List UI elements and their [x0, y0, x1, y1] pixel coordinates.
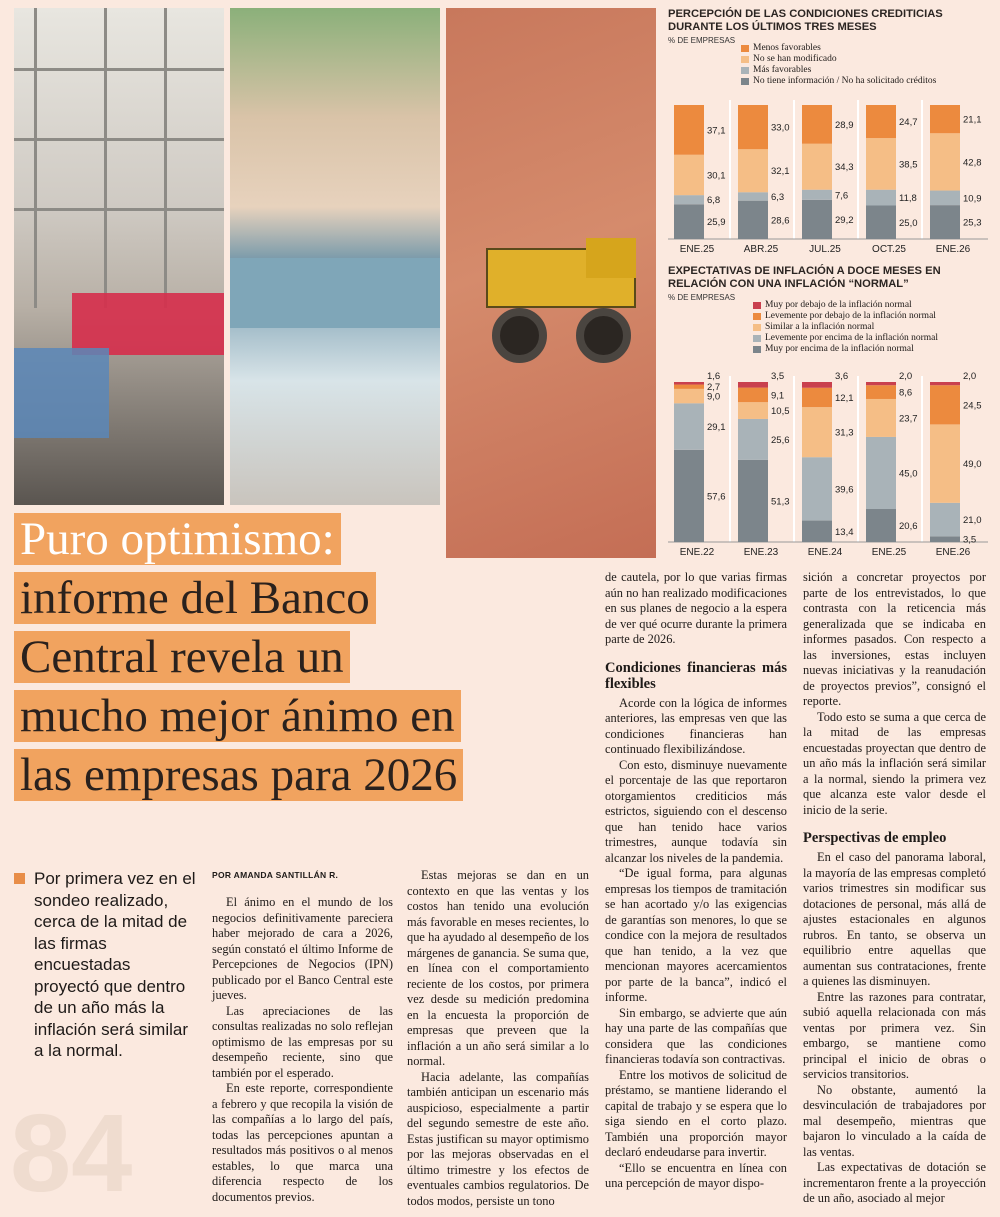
chart-subtitle: % DE EMPRESAS — [668, 293, 736, 302]
data-label: 21,1 — [963, 114, 982, 126]
headline-line-5: las empresas para 2026 — [14, 749, 463, 801]
headline — [14, 510, 589, 805]
data-label: 11,8 — [899, 193, 917, 205]
paragraph: No obstante, aumentó la desvinculación de trabajadores por mal desempeño, mientras que bajaron lo vinculado a la caída de las ventas. — [803, 1082, 986, 1159]
inflation-expectations-chart — [668, 265, 986, 302]
x-tick-label: ENE.26 — [935, 547, 971, 558]
paragraph: “De igual forma, para algunas empresas los tiempos de tramitación se han acortado y/o las exigencias de garantías son menores, lo que se condice con la mejora de resultados que han tenido, a la vez que mencionan mayores acercamientos por parte de la banca”, indicó el informe. — [605, 866, 787, 1004]
legend-item — [753, 333, 938, 344]
data-label: 57,6 — [707, 491, 726, 503]
chart-title: EXPECTATIVAS DE INFLACIÓN A DOCE MESES EN RELACIÓN CON UNA INFLACIÓN “NORMAL” — [668, 265, 941, 290]
data-label: 24,5 — [963, 400, 982, 412]
summary-text: Por primera vez en el sondeo realizado, cerca de la mitad de las firmas encuestadas proyectó que dentro de un año más la inflación será similar a la normal. — [34, 869, 196, 1060]
legend-swatch — [741, 78, 749, 85]
legend-swatch — [741, 56, 749, 63]
article-column-1 — [212, 895, 393, 1205]
data-label: 39,6 — [835, 484, 854, 496]
legend-item — [753, 311, 938, 322]
data-label: 51,3 — [771, 496, 790, 508]
bar-segment — [802, 457, 832, 520]
data-label: 2,0 — [963, 372, 977, 382]
bar-segment — [738, 149, 768, 192]
bar-segment — [866, 509, 896, 542]
bar-segment — [738, 419, 768, 460]
bar-segment — [674, 195, 704, 204]
x-tick-label: ABR.25 — [743, 244, 779, 255]
legend-label: No se han modificado — [753, 54, 837, 64]
bar-segment — [674, 155, 704, 195]
data-label: 20,6 — [899, 521, 918, 533]
bar-segment — [930, 382, 960, 385]
bar-segment — [802, 200, 832, 239]
data-label: 9,1 — [771, 390, 785, 402]
bar-segment — [866, 206, 896, 240]
legend-swatch — [741, 45, 749, 52]
paragraph: de cautela, por lo que varias firmas aún no han realizado modificaciones en sus planes de negocio a la espera de ver qué ocurre durante la primera parte de 2026. — [605, 570, 787, 646]
data-label: 37,1 — [707, 125, 726, 137]
bar-segment — [802, 382, 832, 388]
paragraph: Las apreciaciones de las consultas realizadas no solo reflejan optimismo de las empresas por su desempeño reciente, sino que también por el esperado. — [212, 1003, 393, 1080]
paragraph: Acorde con la lógica de informes anteriores, las empresas ven que las condiciones financieras han continuado flexibilizándose. — [605, 695, 787, 756]
paragraph: Las expectativas de dotación se incrementaron frente a la proyección de un año, asociado al mejor — [803, 1160, 986, 1205]
bar-segment — [866, 190, 896, 206]
data-label: 33,0 — [771, 122, 790, 134]
chart-title: PERCEPCIÓN DE LAS CONDICIONES CREDITICIAS DURANTE LOS ÚLTIMOS TRES MESES — [668, 8, 943, 33]
bar-segment — [738, 402, 768, 419]
bar-segment — [802, 144, 832, 190]
data-label: 3,6 — [835, 372, 849, 382]
bar-segment — [866, 105, 896, 138]
data-label: 7,6 — [835, 190, 849, 202]
bar-segment — [738, 192, 768, 200]
mining-truck-photo — [446, 8, 656, 558]
data-label: 23,7 — [899, 413, 918, 425]
construction-photo — [14, 8, 224, 505]
beach-photo — [230, 8, 440, 505]
bar-segment — [930, 385, 960, 424]
data-label: 3,5 — [771, 372, 785, 382]
bar-segment — [930, 191, 960, 206]
data-label: 24,7 — [899, 117, 918, 129]
data-label: 38,5 — [899, 159, 918, 171]
legend-label: Más favorables — [753, 65, 812, 75]
section-heading: Perspectivas de empleo — [803, 830, 947, 846]
chart-legend — [741, 43, 936, 87]
data-label: 49,0 — [963, 459, 982, 471]
data-label: 25,3 — [963, 217, 982, 229]
data-label: 6,3 — [771, 191, 785, 203]
headline-line-3: Central revela un — [14, 631, 350, 683]
bar-segment — [802, 105, 832, 144]
data-label: 29,1 — [707, 422, 726, 434]
data-label: 6,8 — [707, 195, 721, 207]
bar-segment — [674, 105, 704, 155]
chart-legend — [753, 300, 938, 355]
bar-segment — [866, 385, 896, 399]
data-label: 2,0 — [899, 372, 913, 382]
data-label: 3,5 — [963, 534, 977, 546]
x-tick-label: ENE.25 — [679, 244, 715, 255]
paragraph: “Ello se encuentra en línea con una percepción de mayor dispo- — [605, 1160, 787, 1190]
paragraph: sición a concretar proyectos por parte de los entrevistados, lo que contrasta con la reticencia más generalizada que se indicaba en informes pasados. Con respecto a las inversiones, estas incluyen nuevas iniciativas y la reanudación de proyectos previos”, consignó el reporte. — [803, 570, 986, 708]
bar-segment — [738, 460, 768, 542]
legend-label: Muy por encima de la inflación normal — [765, 344, 914, 354]
bar-segment — [930, 133, 960, 190]
data-label: 12,1 — [835, 392, 854, 404]
data-label: 25,9 — [707, 217, 726, 229]
x-tick-label: ENE.26 — [935, 244, 971, 255]
bar-segment — [674, 204, 704, 239]
credit-conditions-chart — [668, 8, 986, 45]
credit-conditions-chart-plot — [668, 100, 988, 255]
data-label: 9,0 — [707, 391, 721, 403]
paragraph: Estas mejoras se dan en un contexto en que las ventas y los costos han tenido una evolución más favorable en meses recientes, lo que ha ayudado al desempeño de los márgenes de ganancia. Se suma que, en línea con el comportamiento reciente de los costos, por primera vez desde su medición predomina en la encuesta la proporción de empresas que preveen que la inflación a un año será similar a lo normal. — [407, 868, 589, 1068]
paragraph: Entre los motivos de solicitud de préstamo, se mantiene liderando el capital de trabajo y se espera que lo siga siendo en el corto plazo. También una proporción mayor declaró endeudarse para invertir. — [605, 1067, 787, 1159]
bar-segment — [930, 205, 960, 239]
section-heading: Condiciones financieras más flexibles — [605, 659, 787, 692]
legend-item — [741, 43, 936, 54]
headline-line-4: mucho mejor ánimo en — [14, 690, 461, 742]
paragraph: Sin embargo, se advierte que aún hay una parte de las compañías que considera que las condiciones financieras todavía son contractivas. — [605, 1005, 787, 1066]
paragraph: En el caso del panorama laboral, la mayoría de las empresas completó varios trimestres sin modificar sus dotaciones de personal, más allá de ajustes estacionales en algunos rubros. En tanto, se observa un equilibrio entre aquellas que aumentan sus contrataciones, frente a quienes las disminuyen. — [803, 850, 986, 988]
legend-item — [741, 54, 936, 65]
x-tick-label: ENE.22 — [679, 547, 715, 558]
data-label: 34,3 — [835, 162, 854, 174]
data-label: 21,0 — [963, 515, 982, 527]
bar-segment — [674, 450, 704, 542]
legend-swatch — [753, 346, 761, 353]
paragraph: Con esto, disminuye nuevamente el porcentaje de las que reportaron otorgamientos crediticios más estrictos, siguiendo con el descenso que han tenido hace varios trimestres, aunque todavía sin alcanzar los niveles de la pandemia. — [605, 757, 787, 865]
data-label: 25,0 — [899, 217, 918, 229]
x-tick-label: ENE.23 — [743, 547, 779, 558]
legend-item — [741, 65, 936, 76]
x-tick-label: ENE.25 — [871, 547, 907, 558]
byline: POR AMANDA SANTILLÁN R. — [212, 870, 339, 880]
data-label: 13,4 — [835, 526, 854, 538]
article-column-4 — [803, 570, 986, 1207]
legend-label: Similar a la inflación normal — [765, 322, 875, 332]
data-label: 29,2 — [835, 214, 854, 226]
x-tick-label: OCT.25 — [872, 244, 906, 255]
data-label: 25,6 — [771, 434, 790, 446]
inflation-expectations-chart-plot — [668, 372, 988, 558]
legend-item — [741, 76, 936, 87]
bar-segment — [738, 201, 768, 239]
data-label: 2,7 — [707, 382, 721, 393]
data-label: 28,6 — [771, 215, 790, 227]
x-tick-label: JUL.25 — [809, 244, 841, 255]
bar-segment — [738, 388, 768, 403]
data-label: 42,8 — [963, 157, 982, 169]
bar-segment — [738, 382, 768, 388]
legend-label: No tiene información / No ha solicitado créditos — [753, 76, 937, 86]
data-label: 28,9 — [835, 119, 854, 131]
headline-line-2: informe del Banco — [14, 572, 376, 624]
article-column-3 — [605, 570, 787, 1192]
bar-segment — [866, 382, 896, 385]
legend-label: Muy por debajo de la inflación normal — [765, 300, 912, 310]
x-tick-label: ENE.24 — [807, 547, 843, 558]
bar-segment — [802, 388, 832, 407]
bar-segment — [866, 437, 896, 509]
legend-label: Menos favorables — [753, 43, 821, 53]
bar-segment — [802, 407, 832, 457]
data-label: 31,3 — [835, 427, 854, 439]
bar-segment — [930, 424, 960, 502]
bullet-square-icon — [14, 873, 25, 884]
bar-segment — [738, 105, 768, 149]
paragraph: En este reporte, correspondiente a febrero y que recopila la visión de las compañías a lo largo del país, todas las percepciones apuntan a resultados más positivos o al menos estables, lo que marca una diferencia respecto de los documentos previos. — [212, 1081, 393, 1204]
data-label: 8,6 — [899, 387, 913, 399]
bar-segment — [674, 389, 704, 403]
data-label: 32,1 — [771, 166, 790, 178]
bar-segment — [802, 521, 832, 542]
legend-swatch — [753, 335, 761, 342]
bar-segment — [674, 403, 704, 450]
legend-swatch — [753, 313, 761, 320]
legend-item — [753, 344, 938, 355]
data-label: 30,1 — [707, 170, 726, 182]
legend-item — [753, 300, 938, 311]
headline-line-1: Puro optimismo: — [14, 513, 341, 565]
paragraph: El ánimo en el mundo de los negocios definitivamente pareciera haber mejorado de cara a 2026, según constató el último Informe de Percepciones de Negocios (IPN) publicado por el Banco Central este jueves. — [212, 895, 393, 1002]
bar-segment — [866, 138, 896, 190]
legend-swatch — [753, 324, 761, 331]
data-label: 10,5 — [771, 406, 790, 418]
paragraph: Hacia adelante, las compañías también anticipan un escenario más auspicioso, especialmente a partir del segundo semestre de este año. Estas justifican su mayor optimismo por las mejoras observadas en el último trimestre y los efectos de eventuales cambios regulatorios. De todos modos, persiste un tono — [407, 1069, 589, 1208]
bar-segment — [866, 399, 896, 437]
bar-segment — [674, 382, 704, 385]
chart-subtitle: % DE EMPRESAS — [668, 36, 736, 45]
legend-swatch — [753, 302, 761, 309]
legend-item — [753, 322, 938, 333]
data-label: 1,6 — [707, 372, 721, 382]
paragraph: Todo esto se suma a que cerca de la mitad de las empresas encuestadas proyectan que dentro de un año más la inflación será similar a la normal, siendo la primera vez que alcanza este valor desde el inicio de la serie. — [803, 709, 986, 817]
bar-segment — [802, 190, 832, 200]
legend-swatch — [741, 67, 749, 74]
bar-segment — [930, 503, 960, 537]
bar-segment — [930, 105, 960, 133]
paragraph: Entre las razones para contratar, subió aquella relacionada con más ventas por primera vez. Sin embargo, se mantiene como principal el inicio de obras o servicios transitorios. — [803, 989, 986, 1081]
legend-label: Levemente por debajo de la inflación normal — [765, 311, 936, 321]
article-column-2 — [407, 868, 589, 1209]
legend-label: Levemente por encima de la inflación normal — [765, 333, 939, 343]
summary-box — [14, 868, 199, 1062]
bar-segment — [674, 385, 704, 389]
data-label: 45,0 — [899, 468, 918, 480]
bar-segment — [930, 536, 960, 542]
background-watermark: 84 — [10, 1092, 133, 1215]
data-label: 10,9 — [963, 193, 982, 205]
